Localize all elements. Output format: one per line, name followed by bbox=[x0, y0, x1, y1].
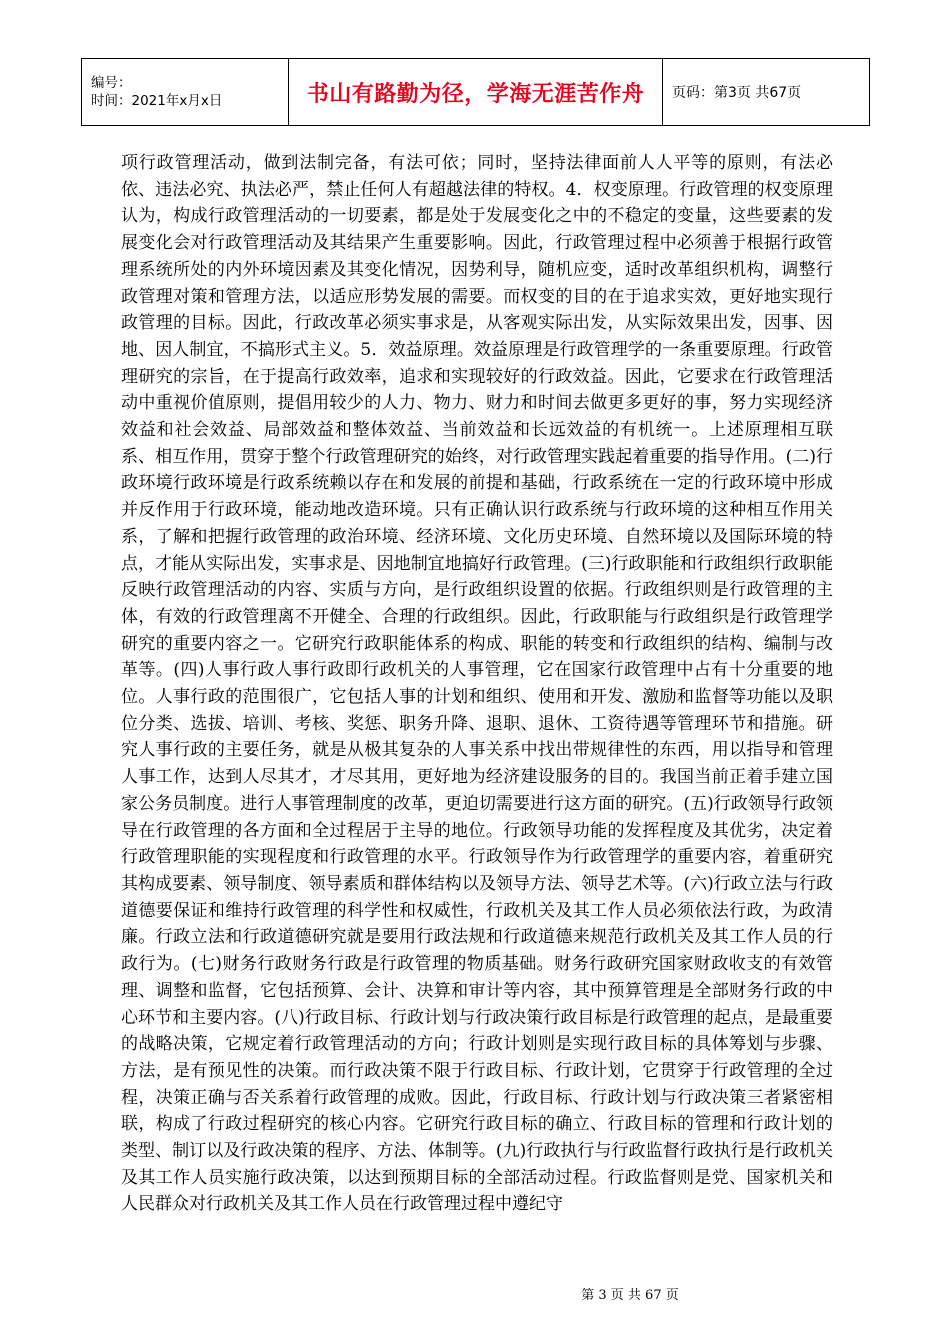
page-footer: 第 3 页 共 67 页 bbox=[581, 1288, 679, 1303]
page-code: 页码：第3页 共67页 bbox=[663, 59, 870, 126]
body-paragraph: 项行政管理活动，做到法制完备，有法可依；同时，坚持法律面前人人平等的原则，有法必依、违法必究、执法必严，禁止任何人有超越法律的特权。4．权变原理。行政管理的权变原理认为，构成行政管理活动的一切要素，都是处于发展变化之中的不稳定的变量，这些要素的发展变化会对行政管理活动及其结果产生重要影响。因此，行政管理过程中必须善于根据行政管理系统所处的内外环境因素及其变化情况，因势利导，随机应变，适时改革组织机构，调整行政管理对策和管理方法，以适应形势发展的需要。而权变的目的在于追求实效，更好地实现行政管理的目标。因此，行政改革必须实事求是，从客观实际出发，从实际效果出发，因事、因地、因人制宜，不搞形式主义。5．效益原理。效益原理是行政管理学的一条重要原理。行政管理研究的宗旨，在于提高行政效率，追求和实现较好的行政效益。因此，它要求在行政管理活动中重视价值原则，提倡用较少的人力、物力、财力和时间去做更多更好的事，努力实现经济效益和社会效益、局部效益和整体效益、当前效益和长远效益的有机统一。上述原理相互联系、相互作用，贯穿于整个行政管理研究的始终，对行政管理实践起着重要的指导作用。(二)行政环境行政环境是行政系统赖以存在和发展的前提和基础，行政系统在一定的行政环境中形成并反作用于行政环境，能动地改造环境。只有正确认识行政系统与行政环境的这种相互作用关系，了解和把握行政管理的政治环境、经济环境、文化历史环境、自然环境以及国际环境的特点，才能从实际出发，实事求是、因地制宜地搞好行政管理。(三)行政职能和行政组织行政职能反映行政管理活动的内容、实质与方向，是行政组织设置的依据。行政组织则是行政管理的主体，有效的行政管理离不开健全、合理的行政组织。因此，行政职能与行政组织是行政管理学研究的重要内容之一。它研究行政职能体系的构成、职能的转变和行政组织的结构、编制与改革等。(四)人事行政人事行政即行政机关的人事管理，它在国家行政管理中占有十分重要的地位。人事行政的范围很广，它包括人事的计划和组织、使用和开发、激励和监督等功能以及职位分类、选拔、培训、考核、奖惩、职务升降、退职、退休、工资待遇等管理环节和措施。研究人事行政的主要任务，就是从极其复杂的人事关系中找出带规律性的东西，用以指导和管理人事工作，达到人尽其才，才尽其用，更好地为经济建设服务的目的。我国当前正着手建立国家公务员制度。进行人事管理制度的改革，更迫切需要进行这方面的研究。(五)行政领导行政领导在行政管理的各方面和全过程居于主导的地位。行政领导功能的发挥程度及其优劣，决定着行政管理职能的实现程度和行政管理的水平。行政领导作为行政管理学的重要内容，着重研究其构成要素、领导制度、领导素质和群体结构以及领导方法、领导艺术等。(六)行政立法与行政道德要保证和维持行政管理的科学性和权威性，行政机关及其工作人员必须依法行政，为政清廉。行政立法和行政道德研究就是要用行政法规和行政道德来规范行政机关及其工作人员的行政行为。(七)财务行政财务行政是行政管理的物质基础。财务行政研究国家财政收支的有效管理、调整和监督，它包括预算、会计、决算和审计等内容，其中预算管理是全部财务行政的中心环节和主要内容。(八)行政目标、行政计划与行政决策行政目标是行政管理的起点，是最重要的战略决策，它规定着行政管理活动的方向；行政计划则是实现行政目标的具体筹划与步骤、方法，是有预见性的决策。而行政决策不限于行政目标、行政计划，它贯穿于行政管理的全过程，决策正确与否关系着行政管理的成败。因此，行政目标、行政计划与行政决策三者紧密相联，构成了行政过程研究的核心内容。它研究行政目标的确立、行政目标的管理和行政计划的类型、制订以及行政决策的程序、方法、体制等。(九)行政执行与行政监督行政执行是行政机关及其工作人员实施行政决策，以达到预期目标的全部活动过程。行政监督则是党、国家机关和人民群众对行政机关及其工作人员在行政管理过程中遵纪守 bbox=[121, 153, 833, 1215]
body-text bbox=[121, 150, 833, 1218]
motto: 书山有路勤为径，学海无涯苦作舟 bbox=[289, 59, 663, 126]
document-header bbox=[81, 58, 870, 126]
number-label: 编号： bbox=[91, 75, 132, 91]
header-meta-cell bbox=[82, 59, 289, 126]
time-label: 时间：2021年x月x日 bbox=[91, 93, 223, 109]
